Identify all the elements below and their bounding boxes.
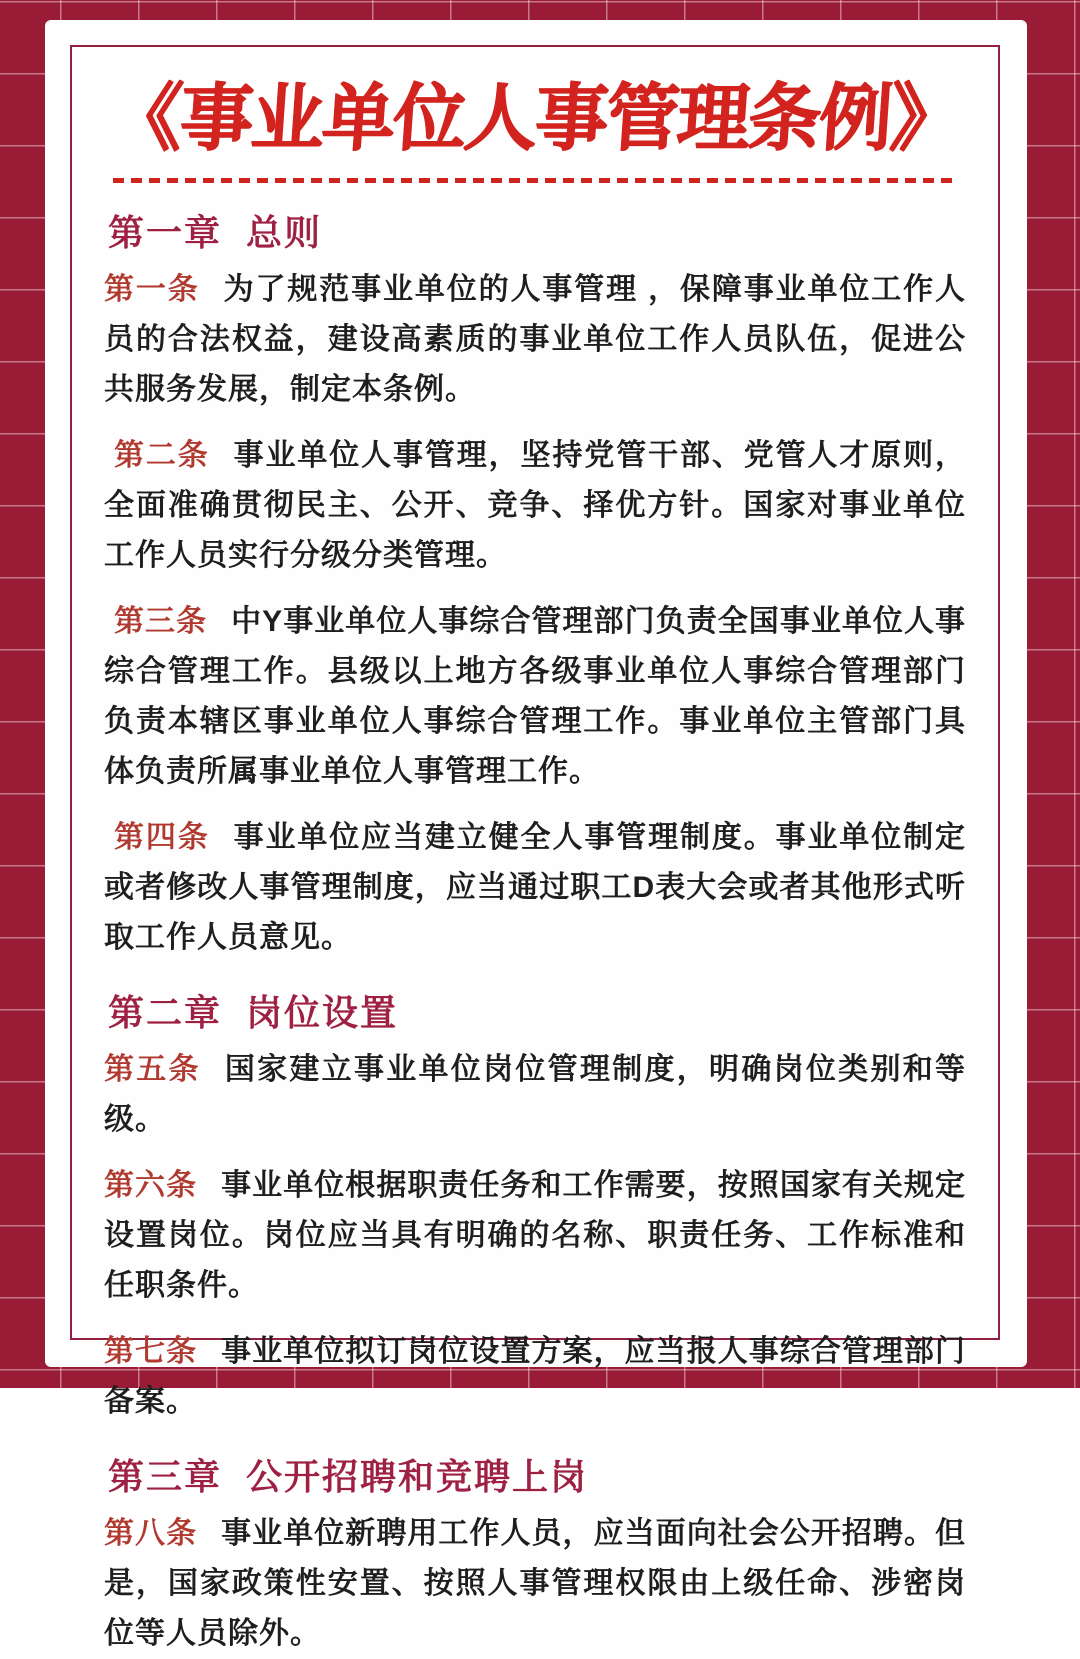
article-text: 事业单位应当建立健全人事管理制度。事业单位制定或者修改人事管理制度，应当通过职工D表大会或者其他形式听取工作人员意见。 bbox=[104, 821, 966, 955]
article-text: 国家建立事业单位岗位管理制度，明确岗位类别和等级。 bbox=[104, 1053, 967, 1137]
chapter-name: 岗位设置 bbox=[246, 992, 399, 1034]
article-number-label: 第五条 bbox=[104, 1053, 201, 1087]
article-number-label: 第二条 bbox=[114, 439, 210, 473]
article-paragraph bbox=[104, 1509, 966, 1659]
chapter-name: 公开招聘和竞聘上岗 bbox=[246, 1456, 589, 1498]
chapter-heading bbox=[108, 1455, 966, 1499]
article-number-label: 第七条 bbox=[104, 1335, 198, 1369]
article-text: 事业单位人事管理，坚持党管干部、党管人才原则，全面准确贯彻民主、公开、竞争、择优方针。国家对事业单位工作人员实行分级分类管理。 bbox=[104, 439, 966, 573]
article-number-label: 第四条 bbox=[114, 821, 210, 855]
article-text: 中Y事业单位人事综合管理部门负责全国事业单位人事综合管理工作。县级以上地方各级事业单位人事综合管理部门负责本辖区事业单位人事综合管理工作。事业单位主管部门具体负责所属事业单位人事管理工作。 bbox=[104, 605, 967, 789]
chapter-number: 第三章 bbox=[108, 1456, 223, 1498]
inner-frame bbox=[70, 45, 1000, 1651]
article-paragraph bbox=[104, 1045, 966, 1145]
chapter-heading bbox=[108, 991, 966, 1035]
chapter-number: 第二章 bbox=[108, 992, 223, 1034]
article-text: 为了规范事业单位的人事管理 ，保障事业单位工作人员的合法权益，建设高素质的事业单位工作人员队伍，促进公共服务发展，制定本条例。 bbox=[104, 273, 967, 407]
article-text: 事业单位根据职责任务和工作需要，按照国家有关规定设置岗位。岗位应当具有明确的名称、职责任务、工作标准和任职条件。 bbox=[104, 1169, 967, 1303]
document-card bbox=[45, 20, 1027, 1651]
chapter-post-setup bbox=[104, 991, 966, 1427]
article-paragraph bbox=[104, 265, 966, 415]
article-number-label: 第六条 bbox=[104, 1169, 198, 1203]
article-paragraph bbox=[104, 813, 966, 963]
article-paragraph bbox=[104, 431, 966, 581]
article-text: 事业单位拟订岗位设置方案，应当报人事综合管理部门备案。 bbox=[104, 1335, 967, 1419]
article-text: 事业单位新聘用工作人员，应当面向社会公开招聘。但是，国家政策性安置、按照人事管理权限由上级任命、涉密岗位等人员除外。 bbox=[104, 1517, 967, 1651]
article-paragraph bbox=[104, 1161, 966, 1311]
article-paragraph bbox=[104, 1327, 966, 1427]
document-title: 《事业单位人事管理条例》 bbox=[106, 78, 964, 159]
chapter-open-recruitment bbox=[104, 1455, 966, 1659]
article-number-label: 第八条 bbox=[104, 1517, 198, 1551]
chapter-general-provisions bbox=[104, 211, 966, 963]
article-number-label: 第三条 bbox=[114, 605, 208, 639]
article-number-label: 第一条 bbox=[104, 273, 200, 307]
chapter-name: 总则 bbox=[246, 212, 323, 254]
dashed-divider bbox=[113, 178, 958, 183]
chapter-number: 第一章 bbox=[108, 212, 223, 254]
chapter-heading bbox=[108, 211, 966, 255]
article-paragraph bbox=[104, 597, 966, 797]
